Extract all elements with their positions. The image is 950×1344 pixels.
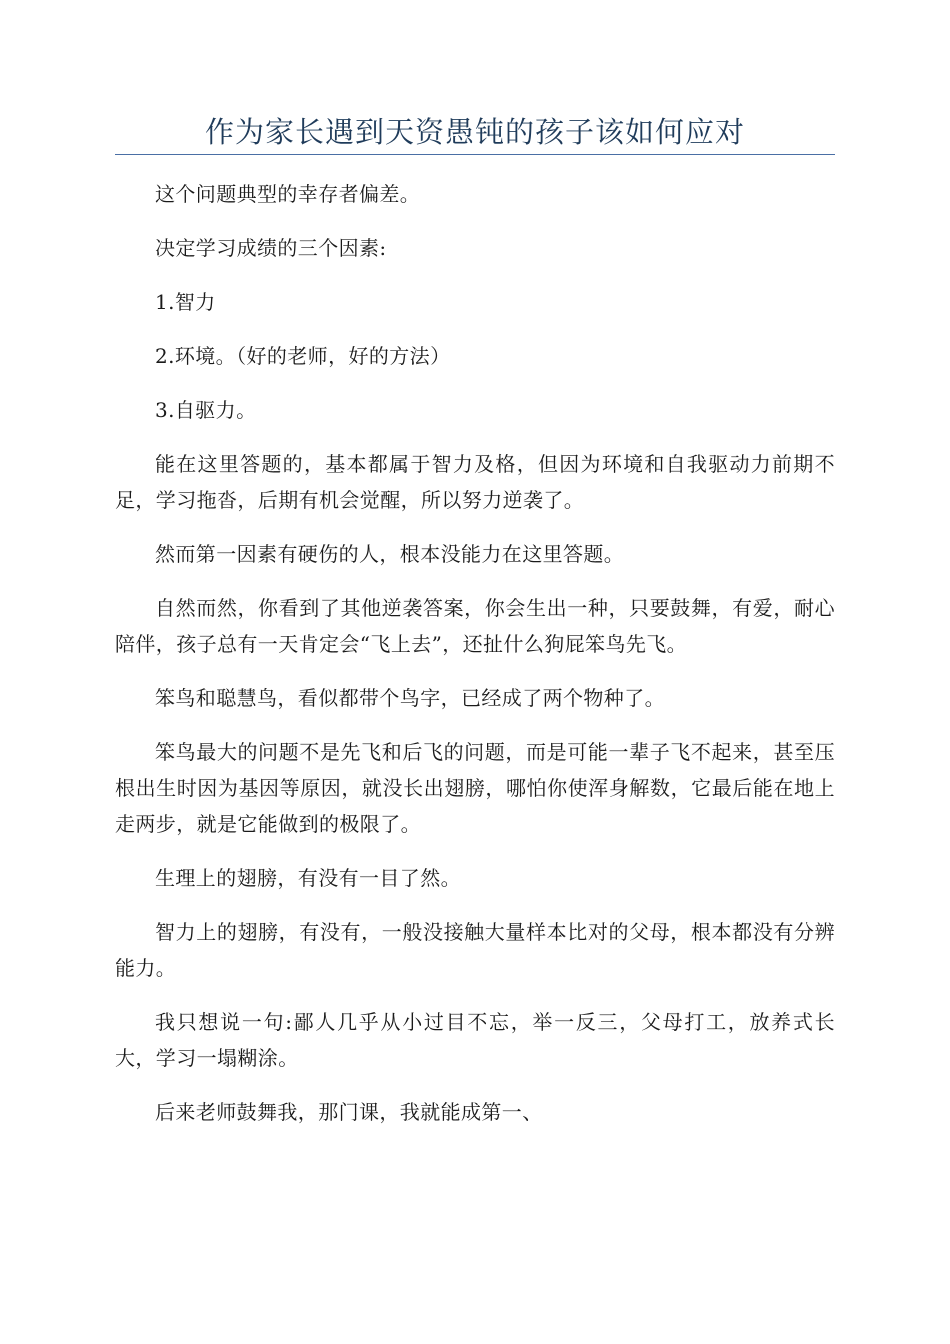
paragraph: 笨鸟最大的问题不是先飞和后飞的问题，而是可能一辈子飞不起来，甚至压根出生时因为基因等原因，就没长出翅膀，哪怕你使浑身解数，它最后能在地上走两步，就是它能做到的极限了。 xyxy=(115,740,835,836)
paragraph: 决定学习成绩的三个因素: xyxy=(155,236,387,260)
paragraph: 智力上的翅膀，有没有，一般没接触大量样本比对的父母，根本都没有分辨能力。 xyxy=(115,920,835,980)
paragraph: 我只想说一句:鄙人几乎从小过目不忘，举一反三，父母打工，放养式长大，学习一塌糊涂。 xyxy=(115,1010,835,1070)
document-title: 作为家长遇到天资愚钝的孩子该如何应对 xyxy=(204,115,745,149)
paragraph: 笨鸟和聪慧鸟，看似都带个鸟字，已经成了两个物种了。 xyxy=(155,686,665,710)
paragraph: 然而第一因素有硬伤的人，根本没能力在这里答题。 xyxy=(155,542,625,566)
paragraph: 自然而然，你看到了其他逆袭答案，你会生出一种，只要鼓舞，有爱，耐心陪伴，孩子总有一天肯定会“飞上去”，还扯什么狗屁笨鸟先飞。 xyxy=(115,596,835,656)
paragraph: 这个问题典型的幸存者偏差。 xyxy=(155,182,421,206)
title-underline xyxy=(115,154,835,155)
paragraph: 3.自驱力。 xyxy=(155,398,257,422)
document-body xyxy=(115,176,835,1148)
paragraph: 2.环境。（好的老师，好的方法） xyxy=(155,344,451,368)
paragraph: 能在这里答题的，基本都属于智力及格，但因为环境和自我驱动力前期不足，学习拖沓，后期有机会觉醒，所以努力逆袭了。 xyxy=(115,452,835,512)
paragraph: 1.智力 xyxy=(155,290,216,314)
paragraph: 生理上的翅膀，有没有一目了然。 xyxy=(155,866,461,890)
paragraph: 后来老师鼓舞我，那门课，我就能成第一、 xyxy=(155,1100,543,1124)
